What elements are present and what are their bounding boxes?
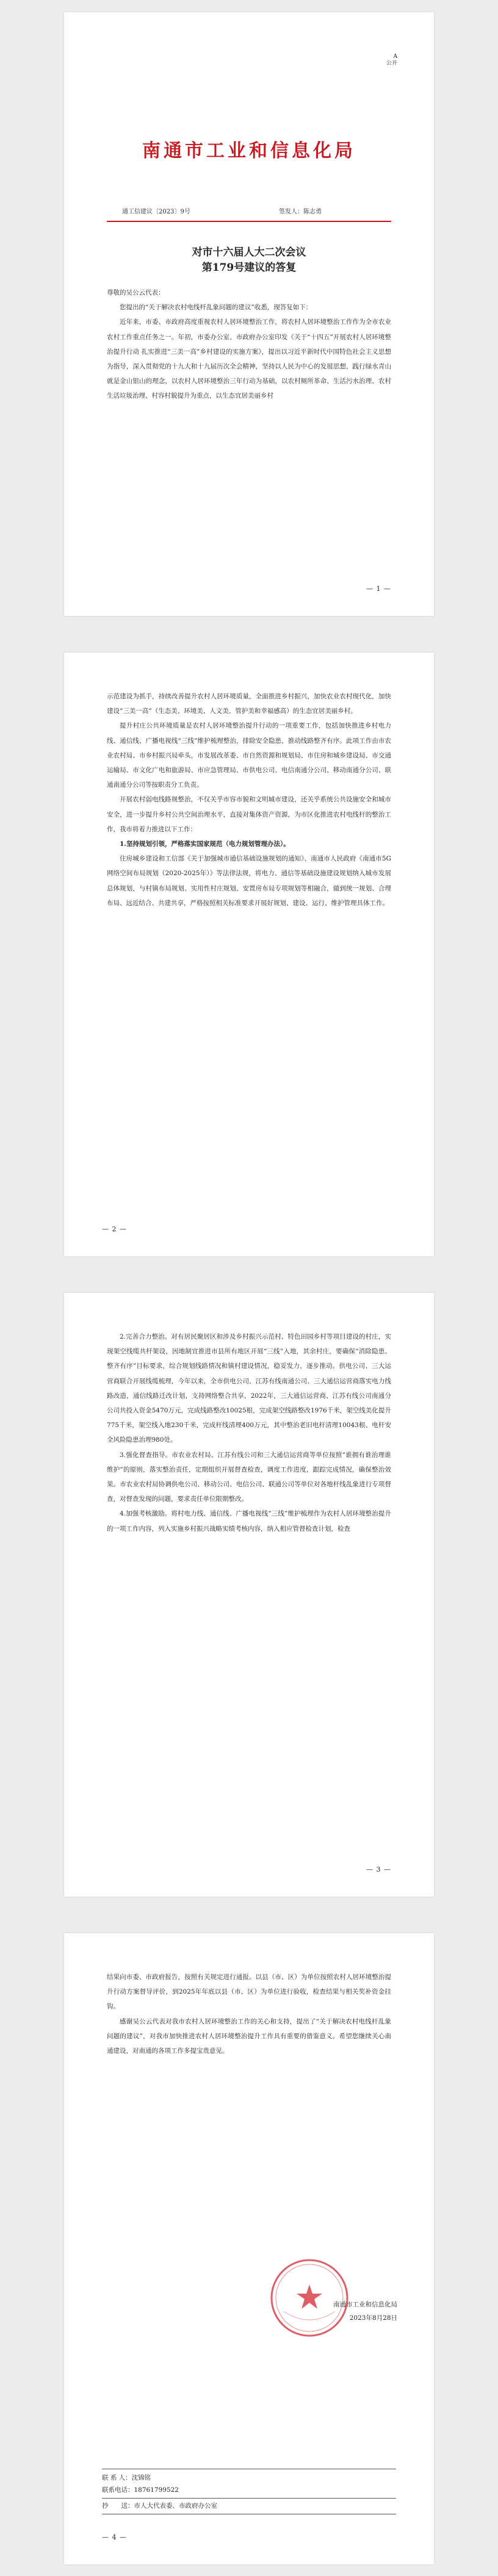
issuing-organization-title: 南通市工业和信息化局: [142, 140, 356, 162]
disclosure-label: 公开: [386, 60, 397, 66]
section-heading: 1.坚持规划引领，严格落实国家规范（电力规划管理办法）。: [120, 840, 290, 848]
disclosure-letter: A: [393, 54, 397, 60]
reply-title-line-2: 第179号建议的答复: [201, 262, 297, 274]
phone-row: [102, 2485, 179, 2496]
disclosure-mark: [386, 54, 397, 67]
contact-row: [102, 2472, 151, 2483]
document-page-3: [64, 1293, 434, 1897]
signature-block: [333, 2298, 397, 2325]
signing-date: 2023年8月28日: [349, 2314, 397, 2322]
signer: 签发人：陈志勇: [279, 209, 322, 215]
footer-divider: [102, 2498, 396, 2499]
paragraph: 开展农村弱电线路规整治，不仅关乎市容市貌和文明城市建设，还关乎系统公共设施安全和城市安全，进一步提升乡村公共空间治理水平，直接对集体资产资源，为市区化推进农村电线杆的整治工作，我市将着力推进以下工作：: [107, 796, 391, 833]
document-number: 通工信建议〔2023〕9号: [122, 209, 190, 215]
paragraph: 住房城乡建设和工信部《关于加强城市通信基础设施规划的通知》、南通市人民政府《南通市5G网络空间布局规划（2020-2025年）》等法律法规，将电力、通信等基础设施建设规划纳入城市发展总体规划，与村镇布局规划、实用性村庄规划、安置房布局专项规划等相融合，做到统一规划、合理布局、远近结合、共建共享，严格按照相关标准要求开展好规划、建设、运行、维护管理具体工作。: [107, 855, 391, 907]
page-number: — 2 —: [102, 1225, 127, 1233]
cc-row: [102, 2500, 217, 2511]
reply-title-line-1: 对市十六届人大二次会议: [192, 246, 306, 259]
reply-title: [64, 245, 434, 276]
paragraph: 提升村庄公共环境质量是农村人居环境整治提升行动的一项重要工作，包括加快推进乡村电力线、通信线、广播电视线“三线”维护梳理整治，排除安全隐患，推动线路整齐有序。此项工作由市农业农村局、市乡村振兴局牵头，市发展改革委、市自然资源和规划局、市住房和城乡建设局、市交通运输局、市文化广电和旅游局、市应急管理局、市供电公司、电信南通分公司、移动南通分公司、联通南通分公司等按职责分工负责。: [107, 722, 391, 789]
salutation: 尊敬的吴公云代表：: [107, 289, 165, 296]
document-page-4: [64, 1933, 434, 2564]
paragraph: 示范建设为抓手，持续改善提升农村人居环境质量，全面推进乡村振兴，加快农业农村现代化，加快建设“三美一高”（生态美、环境美、人文美、管护美和幸福感高）的生态宜居美丽乡村。: [107, 693, 391, 715]
paragraph: 您提出的“关于解决农村电线杆乱象问题的建议”收悉，现答复如下：: [120, 304, 312, 312]
red-divider: [107, 221, 391, 222]
phone-label: 联系电话：: [102, 2486, 134, 2494]
contact-name: 沈锦铭: [131, 2474, 151, 2481]
cc-recipients: 市人大代表委、市政府办公室: [134, 2502, 217, 2510]
page-1-body: [107, 285, 391, 404]
cc-label: 抄 送：: [102, 2502, 134, 2510]
page-3-body: [107, 1329, 391, 1536]
paragraph: 近年来，市委、市政府高度重视农村人居环境整治工作，将农村人居环境整治工作作为全市农业农村工作重点任务之一。年初，市委办公室、市政府办公室印发《关于“十四五”开展农村人居环境整治提升行动 扎实推进“三美一高”乡村建设的实施方案》，提出以习近平新时代中国特色社会主义思想为指导，深入贯彻党的十九大和十九届历次全会精神，坚持以人民为中心的发展思想，践行绿水青山就是金山银山的理念，以农村人居环境整治三年行动为基础，以农村厕所革命、生活污水治理、农村生活垃圾治理、村容村貌提升为重点，以生态宜居美丽乡村: [107, 318, 391, 400]
paragraph: 4.加强考核激励。将村电力线、通信线、广播电视线“三线”维护梳理作为农村人居环境整治提升的一项工作内容，列入实施乡村振兴战略实绩考核内容，纳入相应管督检查计划，检查: [107, 1510, 391, 1533]
page-2-body: [107, 689, 391, 911]
paragraph: 感谢吴公云代表对我市农村人居环境整治工作的关心和支持，提出了“关于解决农村电线杆乱象问题的建议”，对我市加快推进农村人居环境整治提升工作具有重要的借鉴意义。希望您继续关心南通建设，对南通的各项工作多提宝贵意见。: [107, 2017, 391, 2055]
document-page-2: [64, 653, 434, 1256]
page-number: — 4 —: [102, 2533, 127, 2541]
page-number: — 1 —: [366, 585, 391, 593]
contact-label: 联 系 人：: [102, 2474, 132, 2481]
page-4-body: [107, 1970, 391, 2058]
signing-organization: 南通市工业和信息化局: [333, 2301, 397, 2308]
paragraph: 结果向市委、市政府报告，按照有关规定进行通报。以县（市、区）为单位按照农村人居环境整治提升行动方案督导评价，到2025年年底以县（市、区）为单位进行验收，检查结果与相关奖补资金挂钩。: [107, 1973, 391, 2011]
page-number: — 3 —: [366, 1866, 391, 1873]
paragraph: 2.完善合力整治。对有居民聚居区和涉及乡村振兴示范村、特色田园乡村等项目建设的村庄，实现架空线缆共杆架设，因地制宜推进市县所有地区开展“三线”入地，其余村庄，要确保“消除隐患、整齐有序”目标要求，综合规划线路情况和镇村建设情况，稳妥发力，逐步推动。供电公司、三大运营商联合开展线缆梳理，今年以来，全市供电公司、江苏有线南通公司、三大通信运营商落实电力线路改造，通信线路迁改计划，支持网络整合共享，2022年，三大通信运营商、江苏有线公司南通分公司共投入资金5470万元，完成线路整改10025根，完成架空线路整改1976千米，架空线美化提升775千米，架空线入地230千米，完成杆线清理400万元，其中整治老旧电杆清理10043根、电杆安全风险隐患治理980处。: [107, 1333, 391, 1444]
phone-number: 18761799522: [134, 2486, 179, 2494]
document-page-1: [64, 12, 434, 616]
paragraph: 3.强化督查指导。市农业农村局、江苏有线公司和三大通信运营商等单位按照“谁拥有谁治理谁维护”的原则，落实整治责任，定期组织开展督查检查，调度工作进度，跟踪完成情况，确保整治效果。市农业农村局协调供电公司、移动公司、电信公司、联通公司等单位对各地杆线乱象进行专项督查，对督查发现的问题，要求责任单位限期整改。: [107, 1451, 391, 1503]
